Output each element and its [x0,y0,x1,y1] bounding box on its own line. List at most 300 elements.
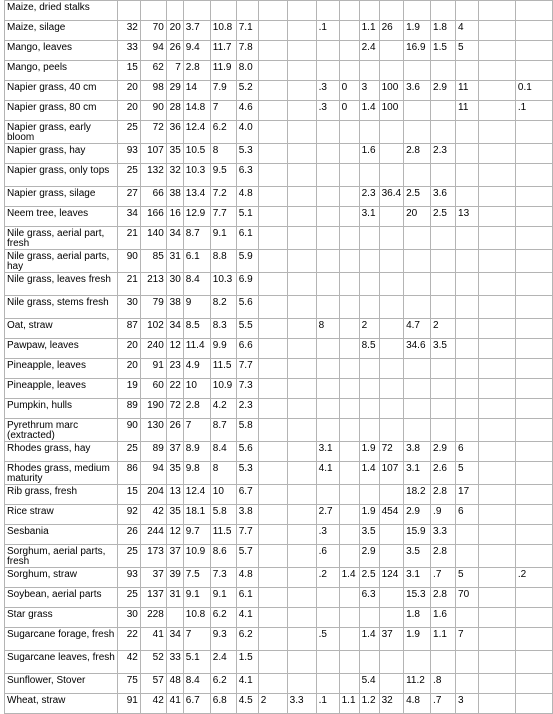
value-cell: 94 [140,462,166,485]
value-cell [379,61,403,81]
value-cell: 34.6 [404,339,431,359]
value-cell: 20 [166,21,183,41]
value-cell [339,250,359,273]
value-cell: 30 [117,296,140,319]
value-cell [287,442,316,462]
value-cell: 5.1 [183,651,210,674]
value-cell [379,339,403,359]
value-cell [515,505,552,525]
value-cell: 1.6 [359,144,379,164]
value-cell [339,296,359,319]
value-cell: 1.9 [359,505,379,525]
value-cell: 1.4 [359,101,379,121]
value-cell: 6.3 [236,164,258,187]
value-cell: 18.2 [404,485,431,505]
value-cell [287,359,316,379]
value-cell: 20 [117,339,140,359]
value-cell [359,419,379,442]
value-cell [359,399,379,419]
value-cell: 107 [140,144,166,164]
value-cell: 2.5 [431,207,456,227]
value-cell [478,1,515,21]
value-cell: 6 [456,442,479,462]
feed-name-cell: Mango, leaves [5,41,118,61]
value-cell: 1.4 [359,628,379,651]
value-cell [456,319,479,339]
value-cell: 7.7 [236,525,258,545]
value-cell [287,628,316,651]
value-cell: 5.8 [210,505,236,525]
value-cell: 33 [117,41,140,61]
table-row [5,485,553,505]
value-cell: 26 [166,419,183,442]
value-cell [339,419,359,442]
value-cell: 6.2 [236,628,258,651]
value-cell: 25 [117,442,140,462]
feed-name-cell: Neem tree, leaves [5,207,118,227]
feed-name-cell: Sugarcane forage, fresh [5,628,118,651]
value-cell [431,164,456,187]
value-cell [316,674,339,694]
value-cell: .7 [431,568,456,588]
value-cell [316,273,339,296]
value-cell [287,608,316,628]
table-row [5,359,553,379]
table-row [5,674,553,694]
value-cell: 1.8 [431,21,456,41]
value-cell [515,21,552,41]
value-cell: 35 [166,505,183,525]
value-cell [379,164,403,187]
value-cell [339,608,359,628]
value-cell: 22 [166,379,183,399]
value-cell [478,359,515,379]
value-cell: 4.0 [236,121,258,144]
value-cell: 4.5 [236,694,258,714]
value-cell [404,399,431,419]
value-cell [456,250,479,273]
value-cell [339,462,359,485]
value-cell: 173 [140,545,166,568]
value-cell: 11.2 [404,674,431,694]
value-cell [359,608,379,628]
value-cell [379,608,403,628]
value-cell [258,339,287,359]
value-cell: 92 [117,505,140,525]
value-cell: 29 [166,81,183,101]
value-cell: .3 [316,81,339,101]
value-cell: 1.9 [359,442,379,462]
value-cell: 1.5 [236,651,258,674]
value-cell: 79 [140,296,166,319]
value-cell: 9 [183,296,210,319]
value-cell: 3.1 [404,462,431,485]
value-cell: 6 [456,505,479,525]
value-cell: 7 [183,419,210,442]
value-cell [404,250,431,273]
feed-name-cell: Pineapple, leaves [5,379,118,399]
value-cell [339,545,359,568]
value-cell: 3.6 [431,187,456,207]
value-cell [478,61,515,81]
value-cell [258,296,287,319]
table-row [5,61,553,81]
value-cell [117,1,140,21]
value-cell [456,359,479,379]
value-cell: 2.5 [404,187,431,207]
value-cell: 1.1 [339,694,359,714]
value-cell: 89 [117,399,140,419]
value-cell: 4.1 [236,674,258,694]
value-cell: 8.7 [210,419,236,442]
table-row [5,525,553,545]
value-cell: 70 [456,588,479,608]
value-cell [456,399,479,419]
value-cell [287,250,316,273]
value-cell [316,61,339,81]
value-cell [287,144,316,164]
value-cell: 10.5 [183,144,210,164]
value-cell: 35 [166,462,183,485]
value-cell: 100 [379,81,403,101]
value-cell [478,296,515,319]
value-cell [515,608,552,628]
value-cell: 34 [117,207,140,227]
value-cell: 8.5 [359,339,379,359]
value-cell: 39 [166,568,183,588]
value-cell [515,545,552,568]
value-cell [287,462,316,485]
feed-name-cell: Mango, peels [5,61,118,81]
value-cell: 26 [117,525,140,545]
value-cell: 35 [166,144,183,164]
value-cell: 33 [166,651,183,674]
value-cell [166,1,183,21]
value-cell: 3.1 [316,442,339,462]
value-cell [478,81,515,101]
value-cell [339,588,359,608]
value-cell: 3.6 [404,81,431,101]
feed-name-cell: Rice straw [5,505,118,525]
feed-name-cell: Napier grass, only tops [5,164,118,187]
value-cell: 213 [140,273,166,296]
value-cell [478,250,515,273]
value-cell: 8.4 [183,273,210,296]
value-cell [359,359,379,379]
value-cell: 12 [166,339,183,359]
value-cell: 11 [456,81,479,101]
value-cell: 2.8 [431,588,456,608]
value-cell: 3.1 [404,568,431,588]
value-cell: 20 [117,359,140,379]
value-cell [287,121,316,144]
value-cell: 15.3 [404,588,431,608]
value-cell: 100 [379,101,403,121]
value-cell [515,419,552,442]
value-cell [431,101,456,121]
value-cell [515,164,552,187]
value-cell [236,1,258,21]
value-cell: 8 [316,319,339,339]
value-cell [478,339,515,359]
value-cell [431,273,456,296]
value-cell [258,568,287,588]
value-cell: 7.5 [183,568,210,588]
value-cell [515,628,552,651]
value-cell [316,651,339,674]
value-cell: 13.4 [183,187,210,207]
feed-name-cell: Napier grass, silage [5,187,118,207]
value-cell [339,227,359,250]
value-cell: 11.9 [210,61,236,81]
table-row [5,379,553,399]
value-cell: 7 [210,101,236,121]
value-cell [456,1,479,21]
value-cell [456,651,479,674]
value-cell [287,101,316,121]
value-cell: 15.9 [404,525,431,545]
value-cell [515,319,552,339]
value-cell: 90 [140,101,166,121]
value-cell: 10.8 [210,21,236,41]
value-cell [339,273,359,296]
value-cell: 70 [140,21,166,41]
value-cell [431,250,456,273]
value-cell: 5.6 [236,442,258,462]
value-cell: 31 [166,250,183,273]
feed-name-cell: Rhodes grass, hay [5,442,118,462]
value-cell [359,121,379,144]
value-cell: 1.8 [404,608,431,628]
value-cell [379,1,403,21]
value-cell: 60 [140,379,166,399]
value-cell [316,227,339,250]
value-cell [456,545,479,568]
value-cell: 52 [140,651,166,674]
value-cell: 26 [166,41,183,61]
value-cell: 6.2 [210,674,236,694]
value-cell [404,61,431,81]
value-cell [379,588,403,608]
value-cell [379,121,403,144]
value-cell: 14.8 [183,101,210,121]
value-cell [316,419,339,442]
value-cell: 32 [166,164,183,187]
value-cell [359,651,379,674]
value-cell: 5.5 [236,319,258,339]
value-cell [258,462,287,485]
value-cell: 6.3 [359,588,379,608]
value-cell: .1 [515,101,552,121]
value-cell [478,545,515,568]
feed-name-cell: Soybean, aerial parts [5,588,118,608]
value-cell: 15 [117,485,140,505]
value-cell: 38 [166,296,183,319]
value-cell: 4.1 [316,462,339,485]
value-cell: 4.7 [404,319,431,339]
value-cell: 140 [140,227,166,250]
value-cell: 107 [379,462,403,485]
value-cell [515,1,552,21]
value-cell: 11.4 [183,339,210,359]
value-cell [258,608,287,628]
value-cell: 8.2 [210,296,236,319]
value-cell: 9.1 [183,588,210,608]
table-row [5,250,553,273]
value-cell: 23 [166,359,183,379]
feed-name-cell: Nile grass, stems fresh [5,296,118,319]
value-cell [431,1,456,21]
value-cell: 2.7 [316,505,339,525]
table-row [5,227,553,250]
value-cell [287,379,316,399]
value-cell: 3.3 [287,694,316,714]
value-cell: 37 [140,568,166,588]
feed-name-cell: Pyrethrum marc (extracted) [5,419,118,442]
value-cell: 11.5 [210,525,236,545]
value-cell [431,121,456,144]
value-cell: 20 [117,101,140,121]
value-cell [316,41,339,61]
value-cell: 38 [166,187,183,207]
table-row [5,296,553,319]
value-cell: 1.5 [431,41,456,61]
feed-name-cell: Maize, dried stalks [5,1,118,21]
value-cell: 244 [140,525,166,545]
value-cell: 16 [166,207,183,227]
value-cell [515,296,552,319]
value-cell: 4.8 [404,694,431,714]
value-cell: 7.3 [236,379,258,399]
value-cell [456,121,479,144]
value-cell: 2.9 [431,442,456,462]
value-cell [456,339,479,359]
value-cell: 130 [140,419,166,442]
table-row [5,419,553,442]
value-cell [478,694,515,714]
data-sheet [4,0,553,714]
table-row [5,41,553,61]
value-cell: 25 [117,588,140,608]
feed-name-cell: Nile grass, aerial part, fresh [5,227,118,250]
value-cell: 6.7 [236,485,258,505]
value-cell: 3.5 [404,545,431,568]
value-cell: 8.4 [210,442,236,462]
value-cell: 18.1 [183,505,210,525]
value-cell: 2.4 [359,41,379,61]
value-cell: 11.7 [210,41,236,61]
value-cell [287,674,316,694]
value-cell [379,250,403,273]
value-cell: 5 [456,462,479,485]
value-cell: 6.9 [236,273,258,296]
value-cell [316,121,339,144]
value-cell [258,319,287,339]
feed-composition-table [4,0,553,714]
value-cell: 13 [166,485,183,505]
value-cell [339,442,359,462]
value-cell: 7 [183,628,210,651]
value-cell [287,419,316,442]
value-cell [431,399,456,419]
table-row [5,101,553,121]
value-cell: 93 [117,568,140,588]
value-cell: 12.4 [183,121,210,144]
value-cell [258,1,287,21]
value-cell [287,568,316,588]
value-cell: .1 [316,21,339,41]
value-cell: .2 [515,568,552,588]
value-cell [404,359,431,379]
value-cell: 2.8 [431,545,456,568]
value-cell: 10.9 [183,545,210,568]
feed-name-cell: Sorghum, straw [5,568,118,588]
value-cell: 6.2 [210,121,236,144]
value-cell: 90 [117,250,140,273]
value-cell: 10 [183,379,210,399]
feed-name-cell: Rib grass, fresh [5,485,118,505]
value-cell [287,164,316,187]
value-cell [478,41,515,61]
value-cell: 26 [379,21,403,41]
value-cell: 13 [456,207,479,227]
value-cell: 0 [339,101,359,121]
table-row [5,339,553,359]
value-cell [515,41,552,61]
value-cell [339,144,359,164]
value-cell [258,144,287,164]
value-cell [258,505,287,525]
table-row [5,651,553,674]
value-cell: 36.4 [379,187,403,207]
feed-name-cell: Sorghum, aerial parts, fresh [5,545,118,568]
value-cell: 37 [379,628,403,651]
value-cell: 8.4 [183,674,210,694]
value-cell [339,187,359,207]
value-cell [379,227,403,250]
value-cell: 20 [404,207,431,227]
value-cell [379,296,403,319]
value-cell: 1.2 [359,694,379,714]
feed-name-cell: Pineapple, leaves [5,359,118,379]
value-cell: 48 [166,674,183,694]
value-cell: 0 [339,81,359,101]
value-cell: .6 [316,545,339,568]
value-cell [379,207,403,227]
table-row [5,628,553,651]
value-cell: 2.8 [183,61,210,81]
value-cell: 9.1 [210,227,236,250]
value-cell: 228 [140,608,166,628]
value-cell: 91 [140,359,166,379]
value-cell: 1.6 [431,608,456,628]
value-cell: 2.9 [404,505,431,525]
value-cell [379,273,403,296]
value-cell: 41 [140,628,166,651]
value-cell: .7 [431,694,456,714]
value-cell: 2.4 [210,651,236,674]
value-cell [339,121,359,144]
table-row [5,81,553,101]
value-cell [515,442,552,462]
value-cell [339,339,359,359]
value-cell [478,227,515,250]
value-cell [478,505,515,525]
value-cell [515,339,552,359]
value-cell [339,41,359,61]
value-cell: 34 [166,227,183,250]
value-cell: 5.2 [236,81,258,101]
